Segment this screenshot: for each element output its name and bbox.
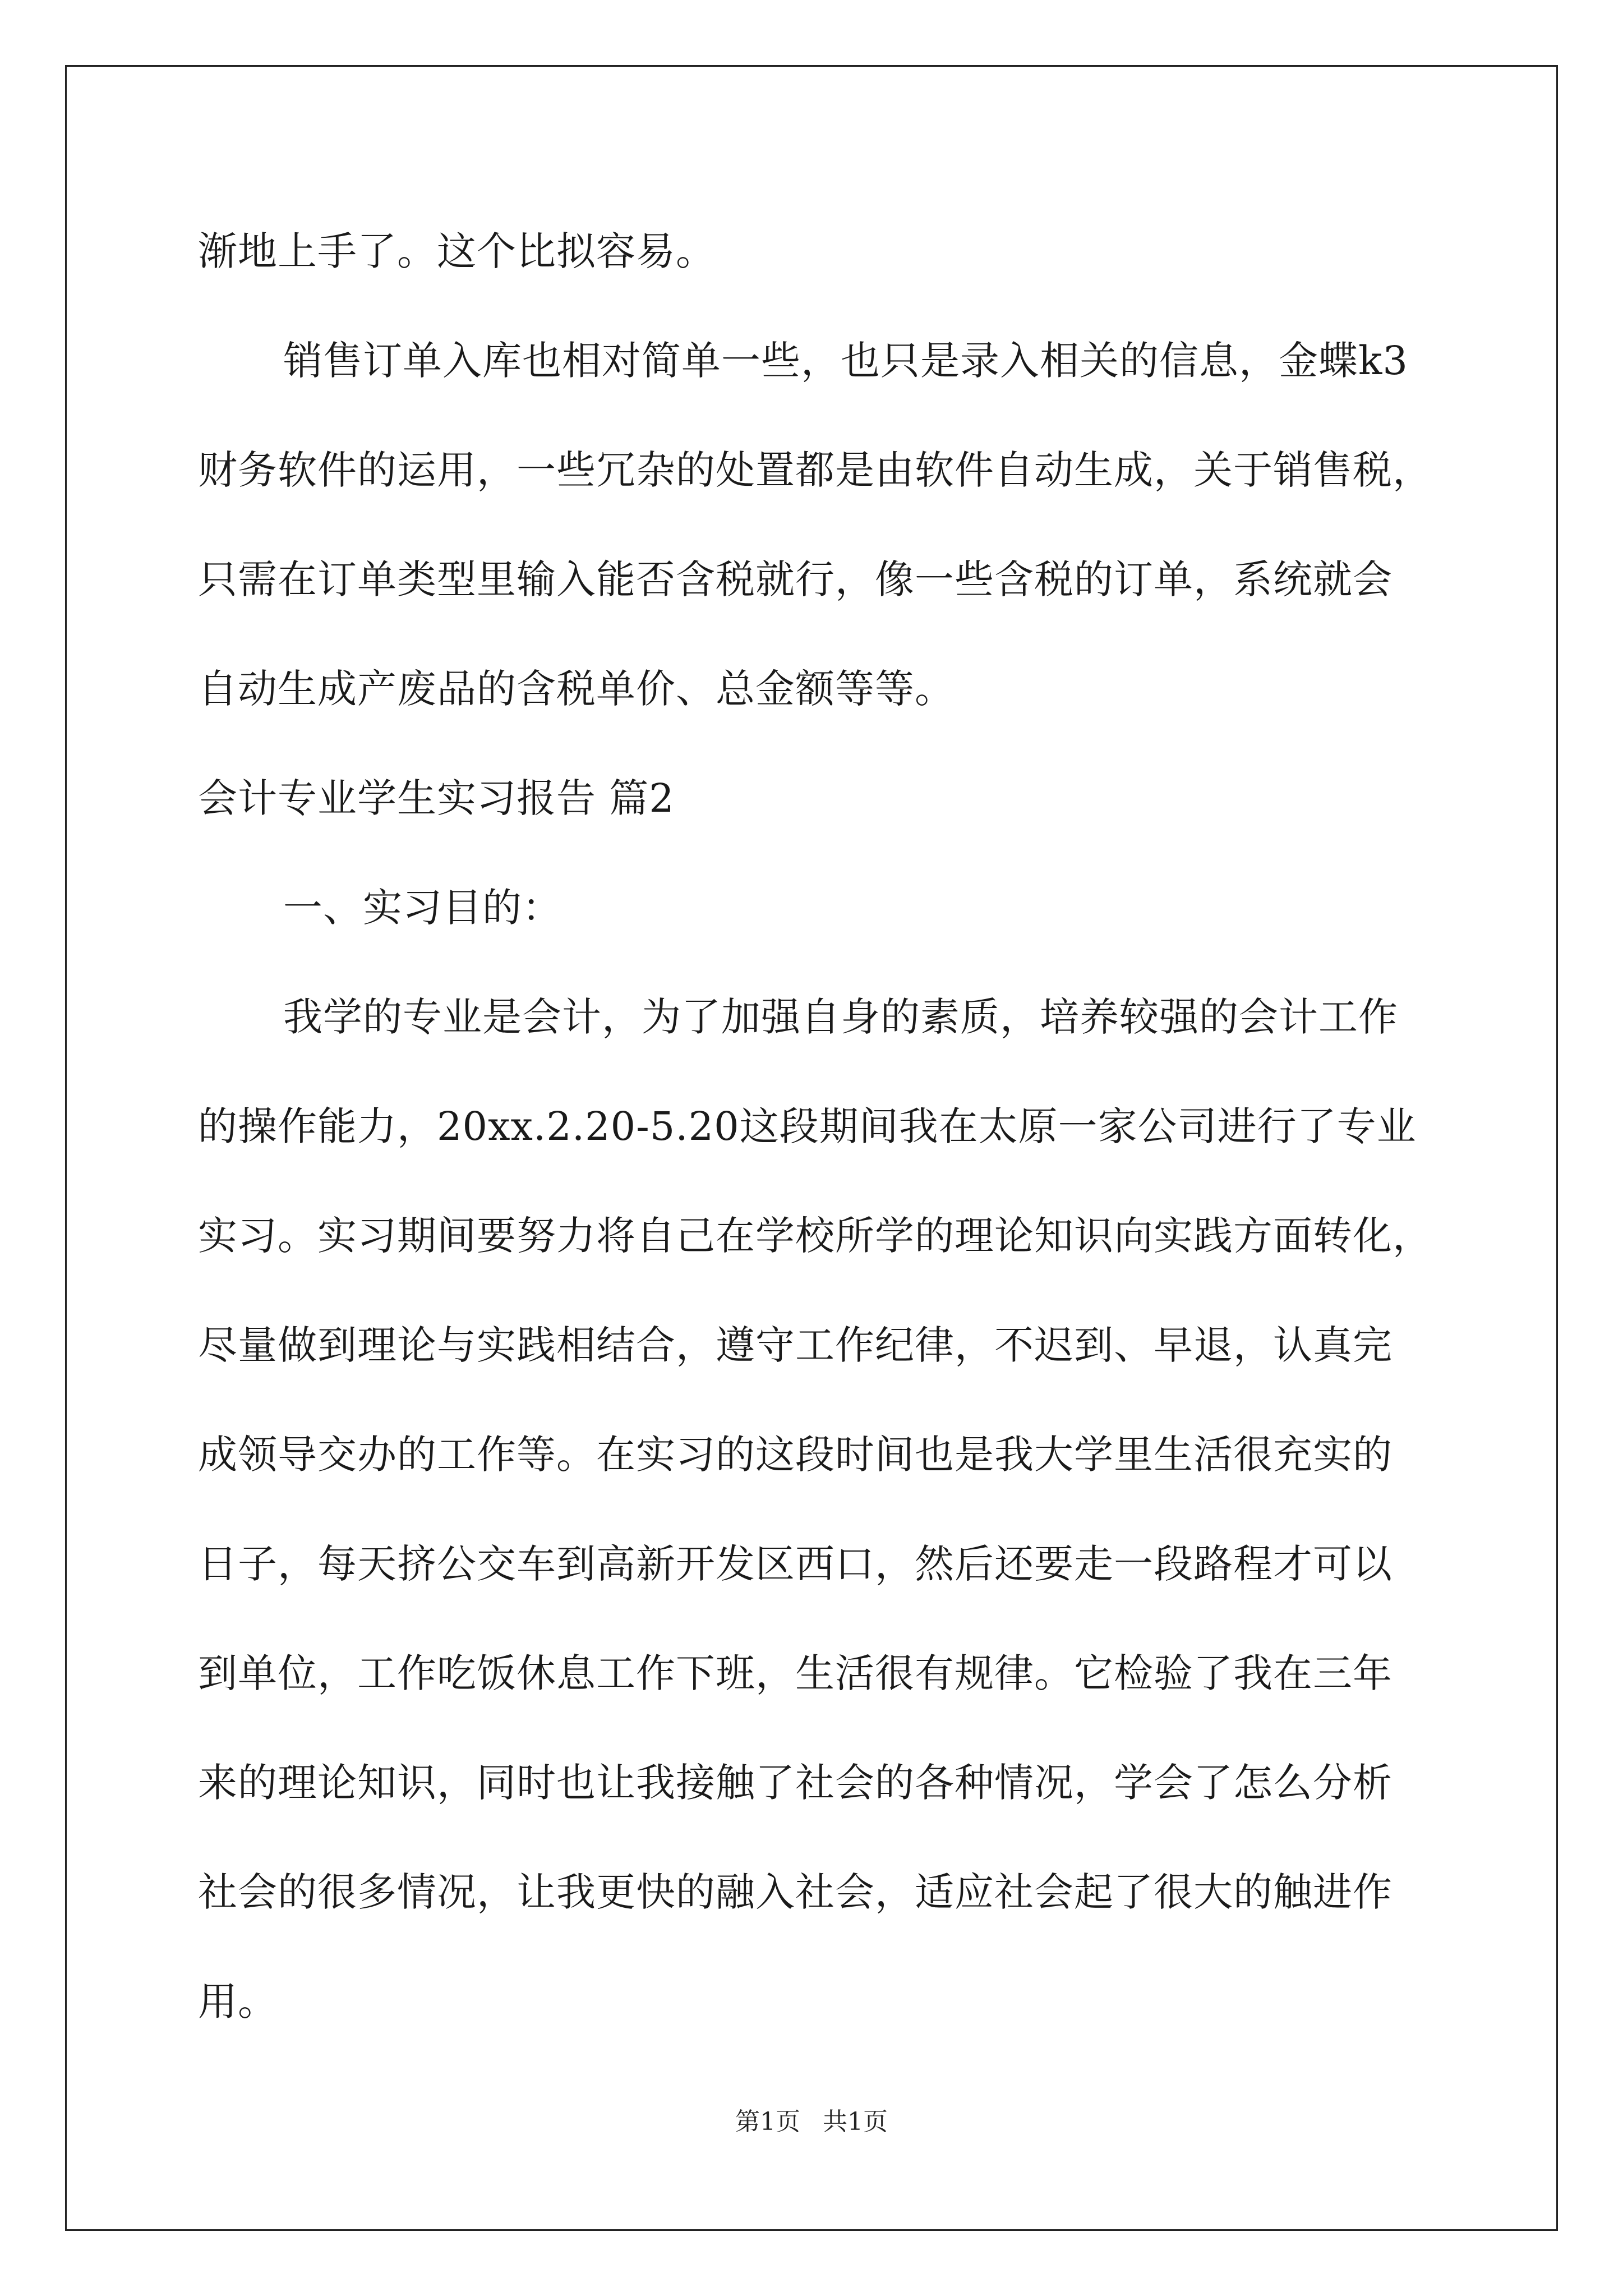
subsection-heading: 一、实习目的： [283, 885, 562, 931]
section-heading: 会计专业学生实习报告 篇2 [198, 775, 675, 821]
text-line: 渐地上手了。这个比拟容易。 [198, 228, 716, 274]
text-line: 来的理论知识，同时也让我接触了社会的各种情况，学会了怎么分析 [198, 1760, 1393, 1806]
text-line: 只需在订单类型里输入能否含税就行，像一些含税的订单，系统就会 [198, 556, 1393, 602]
text-line: 日子，每天挤公交车到高新开发区西口，然后还要走一段路程才可以 [198, 1541, 1393, 1587]
text-line: 成领导交办的工作等。在实习的这段时间也是我大学里生活很充实的 [198, 1432, 1393, 1478]
page-number-total: 共1页 [823, 2108, 888, 2136]
text-line: 用。 [198, 1978, 278, 2024]
text-line: 财务软件的运用，一些冗杂的处置都是由软件自动生成，关于销售税， [198, 447, 1432, 493]
page-footer [0, 2105, 1623, 2139]
text-line: 的操作能力，20xx.2.20-5.20这段期间我在太原一家公司进行了专业 [198, 1103, 1417, 1149]
text-line: 尽量做到理论与实践相结合，遵守工作纪律，不迟到、早退，认真完 [198, 1322, 1393, 1368]
text-line: 自动生成产废品的含税单价、总金额等等。 [198, 666, 955, 712]
text-line: 我学的专业是会计，为了加强自身的素质，培养较强的会计工作 [283, 994, 1398, 1040]
text-line: 社会的很多情况，让我更快的融入社会，适应社会起了很大的触进作 [198, 1869, 1393, 1915]
text-line: 到单位，工作吃饭休息工作下班，生活很有规律。它检验了我在三年 [198, 1650, 1393, 1696]
text-line: 销售订单入库也相对简单一些，也只是录入相关的信息，金蝶k3 [283, 338, 1408, 384]
document-body [198, 218, 1465, 2077]
page-number-current: 第1页 [735, 2108, 800, 2136]
text-line: 实习。实习期间要努力将自己在学校所学的理论知识向实践方面转化， [198, 1213, 1432, 1259]
